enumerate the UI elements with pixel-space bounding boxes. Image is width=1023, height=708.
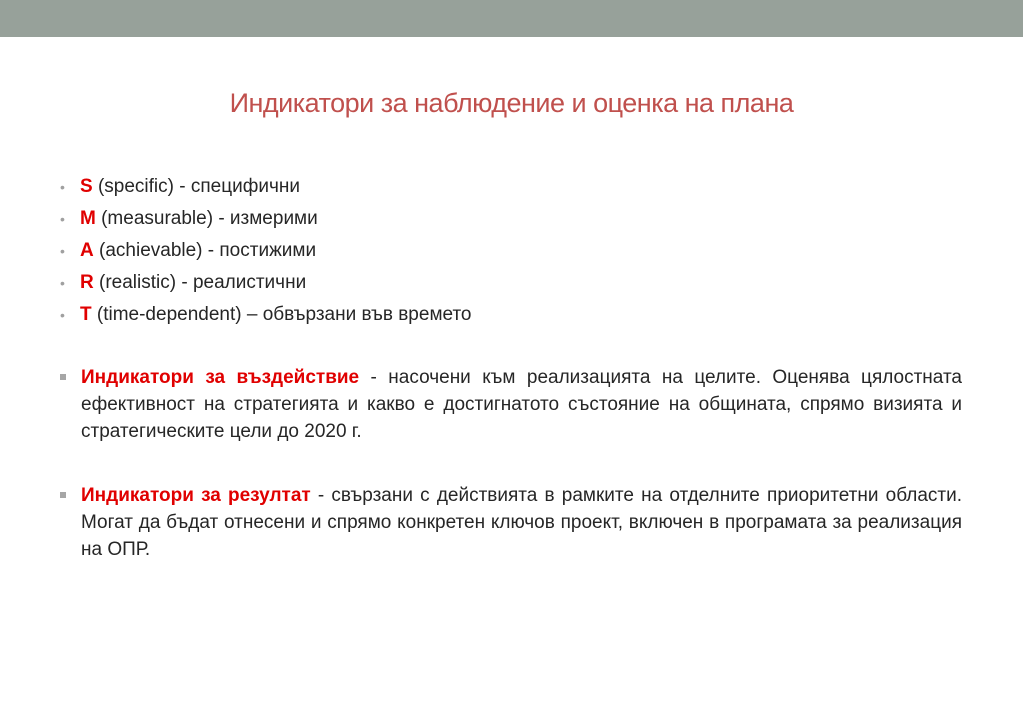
square-bullet-icon: [60, 492, 66, 498]
criterion-text: (measurable) - измерими: [95, 208, 318, 229]
slide-title: Индикатори за наблюдение и оценка на плана: [229, 88, 794, 118]
criterion-text: (realistic) - реалистични: [93, 272, 307, 293]
smart-criteria-list: [60, 171, 960, 331]
list-item: [60, 203, 960, 235]
impact-indicators-paragraph: [60, 364, 962, 445]
criterion-text: (time-dependent) – обвързани във времето: [91, 304, 472, 325]
criterion-letter: R: [80, 272, 94, 293]
bullet-dot-icon: •: [60, 243, 65, 259]
criterion-letter: M: [80, 208, 96, 229]
top-bar: [0, 0, 1023, 37]
list-item: [60, 171, 960, 203]
list-item: [60, 299, 960, 331]
square-bullet-icon: [60, 374, 66, 380]
result-indicators-label: Индикатори за резултат: [81, 485, 311, 506]
result-indicators-text: - свързани с действията в рамките на отделните приоритетни области. Могат да бъдат отнесени и спрямо конкретен ключов проект, включен в програмата за реализация на ОПР.: [81, 485, 963, 560]
criterion-letter: A: [80, 240, 94, 261]
list-item: [60, 267, 960, 299]
criterion-letter: T: [80, 304, 92, 325]
impact-indicators-text: - насочени към реализацията на целите. Оценява цялостната ефективност на стратегията и какво е достигнатото състояние на общината, спрямо визията и стратегическите цели до 2020 г.: [81, 367, 962, 442]
bullet-dot-icon: •: [60, 275, 65, 291]
criterion-text: (specific) - специфични: [92, 176, 300, 197]
bullet-dot-icon: •: [60, 211, 65, 227]
bullet-dot-icon: •: [60, 179, 65, 195]
criterion-letter: S: [80, 176, 93, 197]
criterion-text: (achievable) - постижими: [93, 240, 317, 261]
result-indicators-paragraph: [60, 482, 962, 563]
impact-indicators-label: Индикатори за въздействие: [81, 367, 360, 388]
bullet-dot-icon: •: [60, 307, 65, 323]
list-item: [60, 235, 960, 267]
